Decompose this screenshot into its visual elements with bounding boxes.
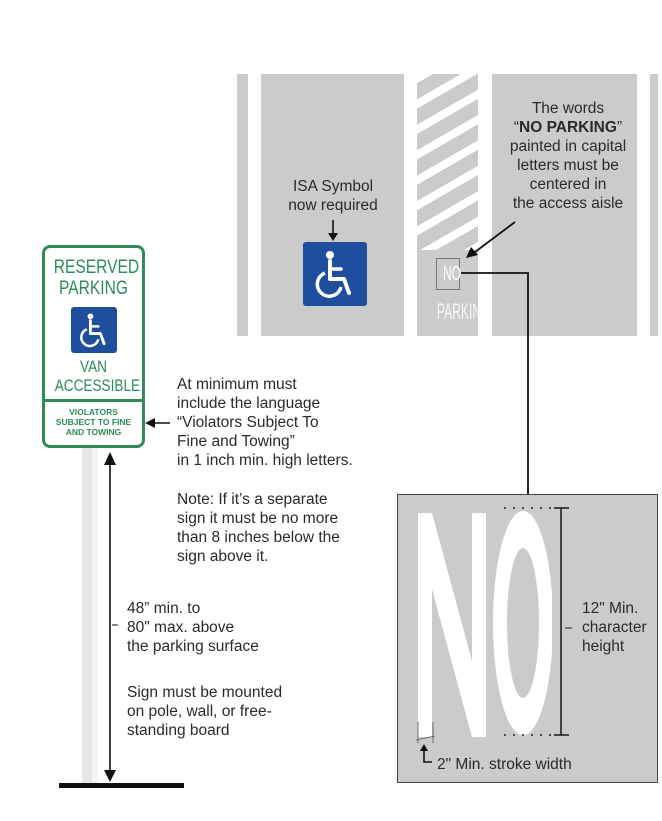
note-line: standing board xyxy=(127,722,230,739)
mounting-note xyxy=(127,683,347,740)
note-line: in 1 inch min. high letters. xyxy=(177,452,353,469)
note-line: At minimum must xyxy=(177,376,297,393)
aisle-note-line: letters must be xyxy=(517,157,619,174)
height-label-line: 12" Min. xyxy=(582,600,639,617)
separate-sign-note xyxy=(177,490,397,566)
note-line: the parking surface xyxy=(127,638,259,655)
van-accessible-sign xyxy=(42,245,145,448)
height-label xyxy=(582,599,657,656)
painted-parking-text: PARKING xyxy=(436,299,491,324)
note-line: Note: If it’s a separate xyxy=(177,491,328,508)
aisle-note-emphasis: “NO PARKING” xyxy=(513,119,623,136)
sign-plaque xyxy=(45,399,142,437)
note-line: include the language xyxy=(177,395,321,412)
plaque-line: VIOLATORS xyxy=(69,407,118,417)
sign-van: VAN xyxy=(80,357,107,376)
wheelchair-icon xyxy=(71,307,117,353)
note-line: than 8 inches below the xyxy=(177,529,340,546)
aisle-note-line: The words xyxy=(531,100,605,117)
language-note xyxy=(177,375,397,470)
sign-parking: PARKING xyxy=(59,278,128,299)
no-letter-detail xyxy=(397,494,658,783)
isa-label-line: now required xyxy=(288,197,378,214)
height-label-line: height xyxy=(582,638,625,655)
sign-reserved: RESERVED xyxy=(53,257,140,278)
isa-label-line: ISA Symbol xyxy=(292,178,374,195)
note-line: Fine and Towing” xyxy=(177,433,295,450)
plaque-line: AND TOWING xyxy=(65,427,122,437)
aisle-note-line: the access aisle xyxy=(512,195,624,212)
note-line: Sign must be mounted xyxy=(127,684,283,701)
mounting-height-note xyxy=(127,599,347,656)
aisle-note-line: centered in xyxy=(529,176,607,193)
note-line: “Violators Subject To xyxy=(177,414,319,431)
sign-isa-symbol xyxy=(71,307,117,353)
note-line: 48” min. to xyxy=(127,600,201,617)
plaque-line: SUBJECT TO FINE xyxy=(55,417,132,427)
no-parking-emphasis: NO PARKING xyxy=(519,119,617,136)
painted-no-text: NO xyxy=(443,263,461,285)
aisle-note-line: painted in capital xyxy=(509,138,627,155)
note-line: sign above it. xyxy=(177,548,269,565)
stroke-width-label: 2" Min. stroke width xyxy=(437,756,572,773)
height-label-line: character xyxy=(582,619,647,636)
note-line: sign it must be no more xyxy=(177,510,339,527)
note-line: 80" max. above xyxy=(127,619,235,636)
note-line: on pole, wall, or free- xyxy=(127,703,272,720)
sign-accessible: ACCESSIBLE xyxy=(54,376,141,395)
